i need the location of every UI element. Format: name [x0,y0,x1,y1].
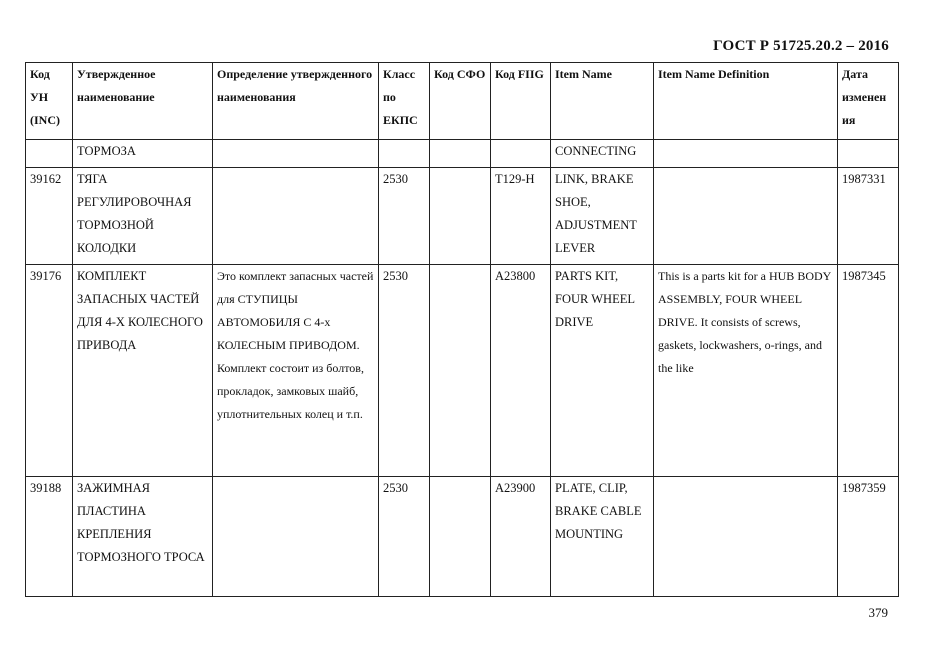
cell-item-definition [654,140,838,168]
cell-item-name: PARTS KIT, FOUR WHEEL DRIVE [551,265,654,477]
cell-name: ТОРМОЗА [73,140,213,168]
cell-fiig: T129-H [491,168,551,265]
cell-fiig: A23900 [491,477,551,597]
table-row [26,477,899,597]
cell-name: ЗАЖИМНАЯ ПЛАСТИНА КРЕПЛЕНИЯ ТОРМОЗНОГО ТРОСА [73,477,213,597]
cell-definition: Это комплект запасных частей для СТУПИЦЫ АВТОМОБИЛЯ С 4-х КОЛЕСНЫМ ПРИВОДОМ. Комплект состоит из болтов, прокладок, замковых шайб, уплотнительных колец и т.п. [213,265,379,477]
table-header-row [26,63,899,140]
table-row [26,168,899,265]
column-header-definition: Определение утвержденного наименования [213,63,379,140]
cell-code: 39162 [26,168,73,265]
cell-sfo [430,477,491,597]
column-header-code: Код УН (INC) [26,63,73,140]
cell-item-definition [654,168,838,265]
cell-date: 1987359 [838,477,899,597]
cell-date: 1987331 [838,168,899,265]
cell-definition [213,168,379,265]
column-header-fiig: Код FIIG [491,63,551,140]
cell-definition [213,477,379,597]
cell-class: 2530 [379,168,430,265]
column-header-item-name: Item Name [551,63,654,140]
cell-item-definition [654,477,838,597]
cell-sfo [430,168,491,265]
cell-definition [213,140,379,168]
column-header-date: Дата изменен ия [838,63,899,140]
cell-name: ТЯГА РЕГУЛИРОВОЧНАЯ ТОРМОЗНОЙ КОЛОДКИ [73,168,213,265]
cell-item-name: CONNECTING [551,140,654,168]
cell-sfo [430,265,491,477]
cell-item-definition: This is a parts kit for a HUB BODY ASSEMBLY, FOUR WHEEL DRIVE. It consists of screws, gaskets, lockwashers, o-rings, and the like [654,265,838,477]
table-row [26,140,899,168]
cell-code: 39188 [26,477,73,597]
cell-class: 2530 [379,477,430,597]
cell-fiig: A23800 [491,265,551,477]
column-header-item-definition: Item Name Definition [654,63,838,140]
column-header-class: Класс по ЕКПС [379,63,430,140]
cell-item-name: LINK, BRAKE SHOE, ADJUSTMENT LEVER [551,168,654,265]
cell-sfo [430,140,491,168]
cell-item-name: PLATE, CLIP, BRAKE CABLE MOUNTING [551,477,654,597]
table-row [26,265,899,477]
cell-code [26,140,73,168]
page-number: 379 [868,605,888,620]
classification-table [25,62,899,597]
cell-class [379,140,430,168]
cell-date [838,140,899,168]
column-header-sfo: Код СФО [430,63,491,140]
cell-date: 1987345 [838,265,899,477]
cell-fiig [491,140,551,168]
document-standard-title: ГОСТ Р 51725.20.2 – 2016 [713,38,889,54]
cell-class: 2530 [379,265,430,477]
cell-code: 39176 [26,265,73,477]
cell-name: КОМПЛЕКТ ЗАПАСНЫХ ЧАСТЕЙ ДЛЯ 4-Х КОЛЕСНОГО ПРИВОДА [73,265,213,477]
column-header-name: Утвержденное наименование [73,63,213,140]
